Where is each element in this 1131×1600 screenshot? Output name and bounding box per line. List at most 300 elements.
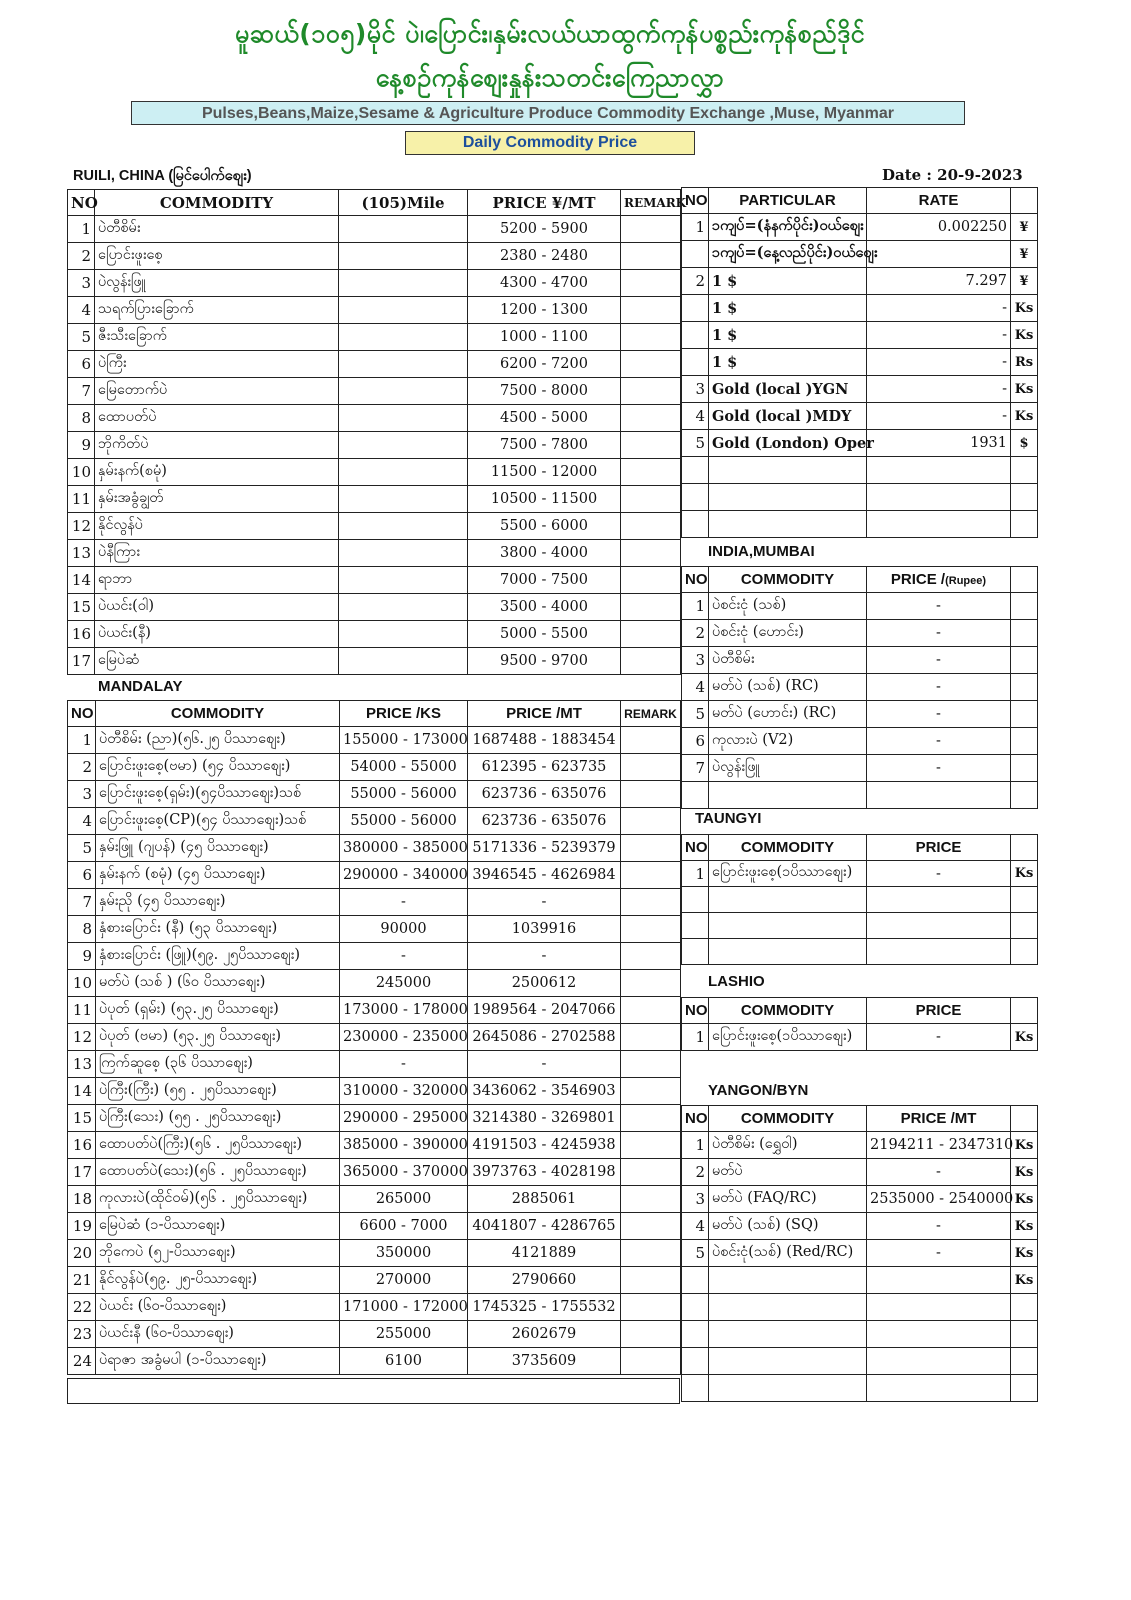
table-row — [682, 620, 1038, 647]
currency-unit: Ks — [1011, 1132, 1038, 1159]
table-row — [682, 861, 1038, 887]
commodity-name: ပြောင်းဖူးစေ့(ရှမ်း)(၅၄ပိဿာစျေး)သစ် — [96, 781, 340, 808]
commodity-name: နှမ်းအခွံချွတ် — [95, 486, 339, 513]
remark-cell — [621, 459, 681, 486]
row-number: 10 — [68, 970, 96, 997]
empty-cell — [1011, 1375, 1038, 1402]
price-ks: 350000 — [340, 1240, 468, 1267]
price-yuan-mt: 1200 - 1300 — [468, 297, 621, 324]
price-ks: 385000 - 390000 — [340, 1132, 468, 1159]
empty-cell — [867, 913, 1011, 939]
commodity-name: မတ်ပဲ (FAQ/RC) — [709, 1186, 867, 1213]
price-mt: - — [468, 1051, 621, 1078]
row-number: 14 — [68, 567, 95, 594]
commodity-name: ထောပတ်ပဲ — [95, 405, 339, 432]
commodity-name: ဘိုကေပဲ (၅၂-ပိဿာစျေး) — [96, 1240, 340, 1267]
row-number: 17 — [68, 648, 95, 675]
price-mt: 3436062 - 3546903 — [468, 1078, 621, 1105]
commodity-name: ပဲကြီး(သေး) (၅၅ . ၂၅ပိဿာစျေး) — [96, 1105, 340, 1132]
price-ks: 90000 — [340, 916, 468, 943]
table-row — [68, 1132, 681, 1159]
row-number: 18 — [68, 1186, 96, 1213]
row-number: 7 — [682, 755, 709, 782]
price-mt: 2500612 — [468, 970, 621, 997]
rate-value: - — [867, 403, 1011, 430]
remark-cell — [621, 432, 681, 459]
commodity-name: ပဲလွန်းဖြူ — [95, 270, 339, 297]
row-number: 2 — [682, 620, 709, 647]
empty-row — [682, 511, 1038, 538]
col-no: NO — [682, 835, 709, 861]
price-value: - — [867, 1024, 1011, 1051]
row-number: 10 — [68, 459, 95, 486]
mile-price — [339, 432, 468, 459]
empty-cell — [709, 782, 867, 809]
table-row — [68, 1024, 681, 1051]
commodity-name: နှမ်းညို (၄၅ ပိဿာစျေး) — [96, 889, 340, 916]
row-number: 16 — [68, 1132, 96, 1159]
price-yuan-mt: 5500 - 6000 — [468, 513, 621, 540]
commodity-name: မတ်ပဲ (သစ် ) (၆၀ ပိဿာစျေး) — [96, 970, 340, 997]
table-row — [682, 349, 1038, 376]
table-row — [68, 862, 681, 889]
currency-unit: Ks — [1011, 1267, 1038, 1294]
row-number: 6 — [68, 351, 95, 378]
price-mt: 4121889 — [468, 1240, 621, 1267]
price-value: - — [867, 861, 1011, 887]
empty-row — [682, 457, 1038, 484]
mumbai-price-table — [681, 566, 1038, 809]
rate-value: 0.002250 — [867, 214, 1011, 241]
rate-value: - — [867, 295, 1011, 322]
col-particular: PARTICULAR — [709, 188, 867, 214]
row-number: 5 — [682, 1240, 709, 1267]
price-rupee: - — [867, 701, 1011, 728]
remark-cell — [621, 648, 681, 675]
row-number: 8 — [68, 405, 95, 432]
remark-cell — [621, 754, 681, 781]
row-number: 3 — [682, 647, 709, 674]
remark-cell — [621, 1267, 681, 1294]
price-mt: 2885061 — [468, 1186, 621, 1213]
empty-row — [682, 1321, 1038, 1348]
rate-value: - — [867, 322, 1011, 349]
commodity-name: ကုလားပဲ(ထိုင်ဝမ်)(၅၆ . ၂၅ပိဿာစျေး) — [96, 1186, 340, 1213]
empty-cell — [1011, 457, 1038, 484]
remark-cell — [621, 781, 681, 808]
table-row — [68, 540, 681, 567]
mile-price — [339, 297, 468, 324]
row-number: 22 — [68, 1294, 96, 1321]
empty-cell — [867, 1375, 1011, 1402]
empty-cell — [1011, 1321, 1038, 1348]
price-mt: 1989564 - 2047066 — [468, 997, 621, 1024]
col-no: NO — [682, 1106, 709, 1132]
col-no: NO — [682, 998, 709, 1024]
col-price-mt: PRICE /MT — [867, 1106, 1011, 1132]
table-row — [68, 432, 681, 459]
table-row — [68, 405, 681, 432]
commodity-name: ပဲရာဇာ အခွံမပါ (၁-ပိဿာစျေး) — [96, 1348, 340, 1375]
particular: 1 $ — [709, 268, 867, 295]
title-myanmar-line2: နေ့စဉ်ကုန်စျေးနှုန်းသတင်းကြေညာလွှာ — [375, 63, 725, 92]
yangon-section-title: YANGON/BYN — [708, 1082, 809, 1099]
price-mt: - — [468, 889, 621, 916]
remark-cell — [621, 1240, 681, 1267]
currency-unit: Ks — [1011, 861, 1038, 887]
row-number: 6 — [682, 728, 709, 755]
row-number — [682, 322, 709, 349]
col-commodity: COMMODITY — [709, 1106, 867, 1132]
empty-cell — [867, 939, 1011, 965]
price-mt: - — [867, 1213, 1011, 1240]
empty-cell — [709, 1294, 867, 1321]
empty-cell — [682, 511, 709, 538]
col-no: NO — [68, 701, 96, 727]
price-mt: 2645086 - 2702588 — [468, 1024, 621, 1051]
mile-price — [339, 324, 468, 351]
table-row — [68, 351, 681, 378]
mile-price — [339, 378, 468, 405]
price-yuan-mt: 3500 - 4000 — [468, 594, 621, 621]
table-row — [68, 324, 681, 351]
remark-cell — [621, 324, 681, 351]
empty-cell — [709, 1348, 867, 1375]
row-number: 1 — [682, 593, 709, 620]
table-row — [682, 1024, 1038, 1051]
empty-row — [682, 1375, 1038, 1402]
remark-cell — [621, 1159, 681, 1186]
empty-cell — [682, 457, 709, 484]
currency-unit: Ks — [1011, 376, 1038, 403]
table-row — [68, 297, 681, 324]
remark-cell — [621, 970, 681, 997]
row-number: 5 — [682, 430, 709, 457]
table-row — [68, 943, 681, 970]
commodity-name: နိုင်လွန်ပဲ(၅၉. ၂၅-ပိဿာစျေး) — [96, 1267, 340, 1294]
row-number: 7 — [68, 378, 95, 405]
commodity-name: နှမ်းနက် (စမုံ) (၄၅ ပိဿာစျေး) — [96, 862, 340, 889]
remark-cell — [621, 567, 681, 594]
currency-unit: Ks — [1011, 1159, 1038, 1186]
mandalay-price-table — [67, 700, 681, 1375]
lashio-price-table — [681, 997, 1038, 1051]
rate-value — [867, 241, 1011, 268]
empty-cell — [709, 511, 867, 538]
currency-unit: Ks — [1011, 322, 1038, 349]
report-date: Date : 20-9-2023 — [882, 166, 1023, 184]
empty-cell — [709, 887, 867, 913]
col-price-mt: PRICE /MT — [468, 701, 621, 727]
col-unit — [1011, 567, 1038, 593]
col-price: PRICE ¥/MT — [468, 190, 621, 216]
table-header-row — [682, 835, 1038, 861]
row-number: 15 — [68, 1105, 96, 1132]
currency-unit: Ks — [1011, 1186, 1038, 1213]
commodity-name: ပဲယင်း (၆၀-ပိဿာစျေး) — [96, 1294, 340, 1321]
col-unit — [1011, 998, 1038, 1024]
ruili-label: RUILI, CHINA (မြင်ပေါက်စျေး) — [73, 168, 252, 184]
empty-cell — [1011, 913, 1038, 939]
table-row — [68, 594, 681, 621]
commodity-name: ပဲတီစိမ်း (ရွှေဝါ) — [709, 1132, 867, 1159]
price-yuan-mt: 5000 - 5500 — [468, 621, 621, 648]
table-row — [68, 1240, 681, 1267]
commodity-name: မြေပဲဆံ (၁-ပိဿာစျေး) — [96, 1213, 340, 1240]
commodity-name: ပြောင်းဖူးစေ့(CP)(၅၄ ပိဿာစျေး)သစ် — [96, 808, 340, 835]
table-row — [68, 1186, 681, 1213]
mile-price — [339, 351, 468, 378]
table-row — [68, 1267, 681, 1294]
mile-price — [339, 513, 468, 540]
price-ks: 55000 - 56000 — [340, 781, 468, 808]
col-mile: (105)Mile — [339, 190, 468, 216]
remark-cell — [621, 1294, 681, 1321]
table-row — [682, 593, 1038, 620]
english-title: Pulses,Beans,Maize,Sesame & Agriculture Produce Commodity Exchange ,Muse, Myanmar — [131, 101, 965, 125]
row-number: 16 — [68, 621, 95, 648]
table-header-row — [682, 998, 1038, 1024]
currency-unit: Ks — [1011, 1213, 1038, 1240]
empty-cell — [709, 913, 867, 939]
row-number: 1 — [682, 214, 709, 241]
lashio-section-title: LASHIO — [708, 973, 765, 990]
row-number: 24 — [68, 1348, 96, 1375]
table-row — [682, 1213, 1038, 1240]
mile-price — [339, 540, 468, 567]
price-yuan-mt: 10500 - 11500 — [468, 486, 621, 513]
col-remark: REMARK — [621, 190, 681, 216]
table-row — [682, 674, 1038, 701]
table-row — [682, 295, 1038, 322]
particular: Gold (London) Oper — [709, 430, 867, 457]
row-number: 2 — [68, 754, 96, 781]
row-number: 23 — [68, 1321, 96, 1348]
price-mt — [867, 1267, 1011, 1294]
currency-unit: Ks — [1011, 295, 1038, 322]
empty-cell — [682, 887, 709, 913]
empty-cell — [1011, 887, 1038, 913]
remark-cell — [621, 835, 681, 862]
price-yuan-mt: 11500 - 12000 — [468, 459, 621, 486]
particular: ၁ကျပ်=(နေ့လည်ပိုင်း)ဝယ်စျေး — [709, 241, 867, 268]
price-mt: 3214380 - 3269801 — [468, 1105, 621, 1132]
table-row — [682, 1240, 1038, 1267]
row-number — [682, 241, 709, 268]
price-mt: 1039916 — [468, 916, 621, 943]
commodity-name: ထောပတ်ပဲ(သေး)(၅၆ . ၂၅ပိဿာစျေး) — [96, 1159, 340, 1186]
row-number: 11 — [68, 997, 96, 1024]
commodity-name: ပဲယင်း(ဝါ) — [95, 594, 339, 621]
commodity-name: ပဲပုတ် (ရှမ်း) (၅၃.၂၅ ပိဿာစျေး) — [96, 997, 340, 1024]
table-row — [682, 1186, 1038, 1213]
row-number: 4 — [682, 403, 709, 430]
empty-cell — [1011, 511, 1038, 538]
price-mt: 4041807 - 4286765 — [468, 1213, 621, 1240]
row-number: 14 — [68, 1078, 96, 1105]
commodity-name: နိုင်လွန်ပဲ — [95, 513, 339, 540]
commodity-name: ပဲစင်းငုံ(သစ်) (Red/RC) — [709, 1240, 867, 1267]
table-row — [68, 270, 681, 297]
commodity-name: မတ်ပဲ — [709, 1159, 867, 1186]
mile-price — [339, 594, 468, 621]
col-unit — [1011, 835, 1038, 861]
price-mt: 4191503 - 4245938 — [468, 1132, 621, 1159]
table-header-row — [68, 701, 681, 727]
row-number: 19 — [68, 1213, 96, 1240]
commodity-name: ကုလားပဲ (V2) — [709, 728, 867, 755]
commodity-name: ပဲတီစိမ်း — [709, 647, 867, 674]
price-mt: 2194211 - 2347310 — [867, 1132, 1011, 1159]
row-number: 1 — [68, 727, 96, 754]
price-yuan-mt: 6200 - 7200 — [468, 351, 621, 378]
empty-cell — [867, 484, 1011, 511]
remark-cell — [621, 594, 681, 621]
unit-cell — [1011, 755, 1038, 782]
col-remark: REMARK — [621, 701, 681, 727]
table-row — [68, 808, 681, 835]
remark-cell — [621, 216, 681, 243]
empty-cell — [867, 782, 1011, 809]
row-number: 3 — [68, 781, 96, 808]
price-rupee: - — [867, 674, 1011, 701]
currency-unit: Rs — [1011, 349, 1038, 376]
price-ks: 6600 - 7000 — [340, 1213, 468, 1240]
price-ks: 245000 — [340, 970, 468, 997]
table-row — [682, 241, 1038, 268]
table-row — [68, 1213, 681, 1240]
rate-value: 7.297 — [867, 268, 1011, 295]
price-ks: 55000 - 56000 — [340, 808, 468, 835]
empty-cell — [1011, 484, 1038, 511]
taungyi-section-title: TAUNGYI — [695, 810, 762, 827]
empty-cell — [682, 782, 709, 809]
price-rupee: - — [867, 728, 1011, 755]
row-number: 11 — [68, 486, 95, 513]
price-rupee: - — [867, 593, 1011, 620]
row-number: 5 — [682, 701, 709, 728]
table-header-row — [682, 188, 1038, 214]
mile-price — [339, 567, 468, 594]
table-row — [682, 1132, 1038, 1159]
empty-cell — [867, 511, 1011, 538]
remark-cell — [621, 943, 681, 970]
row-number — [682, 295, 709, 322]
commodity-name: ပဲကြီး(ကြီး) (၅၅ . ၂၅ပိဿာစျေး) — [96, 1078, 340, 1105]
particular: ၁ကျပ်=(နံနက်ပိုင်း)ဝယ်စျေး — [709, 214, 867, 241]
price-mt: - — [867, 1240, 1011, 1267]
row-number: 1 — [682, 1024, 709, 1051]
col-unit — [1011, 188, 1038, 214]
col-no: NO — [682, 567, 709, 593]
remark-cell — [621, 1186, 681, 1213]
row-number: 3 — [682, 376, 709, 403]
table-row — [682, 1159, 1038, 1186]
mile-price — [339, 648, 468, 675]
mile-price — [339, 486, 468, 513]
price-rupee: - — [867, 755, 1011, 782]
remark-cell — [621, 1024, 681, 1051]
commodity-name: ပဲတီစိမ်း — [95, 216, 339, 243]
commodity-name — [709, 1267, 867, 1294]
price-yuan-mt: 7000 - 7500 — [468, 567, 621, 594]
row-number: 2 — [682, 268, 709, 295]
price-ks: 265000 — [340, 1186, 468, 1213]
remark-cell — [621, 1213, 681, 1240]
rate-value: 1931 — [867, 430, 1011, 457]
commodity-name: ပြောင်းဖူးစေ့ — [95, 243, 339, 270]
empty-cell — [867, 1294, 1011, 1321]
price-mt: - — [468, 943, 621, 970]
price-ks: - — [340, 943, 468, 970]
col-commodity: COMMODITY — [709, 567, 867, 593]
price-mt: 623736 - 635076 — [468, 781, 621, 808]
empty-row — [682, 939, 1038, 965]
commodity-name: ပဲစင်းငုံ (သစ်) — [709, 593, 867, 620]
price-ks: 380000 - 385000 — [340, 835, 468, 862]
currency-unit: Ks — [1011, 403, 1038, 430]
price-mt: 1687488 - 1883454 — [468, 727, 621, 754]
remark-cell — [621, 1132, 681, 1159]
row-number: 17 — [68, 1159, 96, 1186]
table-row — [682, 701, 1038, 728]
unit-cell — [1011, 728, 1038, 755]
commodity-name: ကြက်ဆူစေ့ (၃၆ ပိဿာစျေး) — [96, 1051, 340, 1078]
price-mt: 3973763 - 4028198 — [468, 1159, 621, 1186]
row-number: 15 — [68, 594, 95, 621]
empty-cell — [867, 1321, 1011, 1348]
col-rate: RATE — [867, 188, 1011, 214]
row-number: 13 — [68, 1051, 96, 1078]
price-yuan-mt: 9500 - 9700 — [468, 648, 621, 675]
price-mt: 1745325 - 1755532 — [468, 1294, 621, 1321]
table-row — [68, 1159, 681, 1186]
row-number: 9 — [68, 943, 96, 970]
currency-unit: ¥ — [1011, 241, 1038, 268]
price-ks: 173000 - 178000 — [340, 997, 468, 1024]
price-ks: 290000 - 340000 — [340, 862, 468, 889]
row-number: 1 — [68, 216, 95, 243]
commodity-name: ပဲယင်း(နီ) — [95, 621, 339, 648]
table-row — [68, 835, 681, 862]
empty-row — [682, 782, 1038, 809]
empty-cell — [709, 457, 867, 484]
remark-cell — [621, 1321, 681, 1348]
remark-cell — [621, 270, 681, 297]
title-myanmar-line1: မူဆယ်(၁၀၅)မိုင် ပဲ၊ပြောင်း၊နှမ်းလယ်ယာထွက်ကုန်ပစ္စည်းကုန်စည်ဒိုင် — [234, 19, 865, 48]
price-ks: 255000 — [340, 1321, 468, 1348]
table-row — [68, 1105, 681, 1132]
row-number: 6 — [68, 862, 96, 889]
remark-cell — [621, 1105, 681, 1132]
price-ks: 230000 - 235000 — [340, 1024, 468, 1051]
remark-cell — [621, 1348, 681, 1375]
table-row — [68, 889, 681, 916]
col-commodity: COMMODITY — [95, 190, 339, 216]
table-row — [68, 513, 681, 540]
empty-cell — [1011, 782, 1038, 809]
commodity-name: ပြောင်းဖူးစေ့(ဗမာ) (၅၄ ပိဿာစျေး) — [96, 754, 340, 781]
commodity-name: ဘိုကိတ်ပဲ — [95, 432, 339, 459]
currency-unit: ¥ — [1011, 268, 1038, 295]
empty-cell — [867, 457, 1011, 484]
commodity-name: သရက်ပြားခြောက် — [95, 297, 339, 324]
commodity-name: ပဲလွန်းဖြူ — [709, 755, 867, 782]
commodity-name: ပြောင်းဖူးစေ့(၁ပိဿာစျေး) — [709, 861, 867, 887]
price-mt: 5171336 - 5239379 — [468, 835, 621, 862]
table-row — [68, 754, 681, 781]
row-number: 4 — [682, 674, 709, 701]
